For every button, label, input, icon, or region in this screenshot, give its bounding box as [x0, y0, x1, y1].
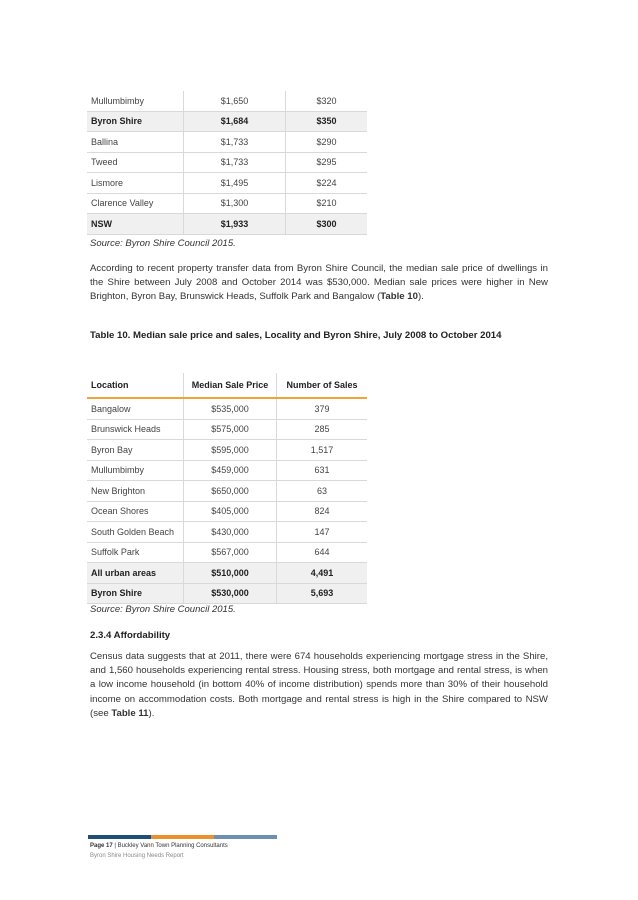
- cell-value-2: $290: [286, 132, 368, 153]
- cell-number-of-sales: 5,693: [277, 583, 368, 604]
- table-row: [87, 522, 367, 543]
- column-header-number-of-sales: Number of Sales: [277, 373, 368, 398]
- cell-number-of-sales: 379: [277, 398, 368, 419]
- table-row: [87, 398, 367, 419]
- table-row: [87, 152, 367, 173]
- cell-value-1: $1,300: [184, 193, 286, 214]
- cell-location: South Golden Beach: [87, 522, 184, 543]
- table-row: [87, 132, 367, 153]
- footer-company: Buckley Vann Town Planning Consultants: [117, 843, 228, 849]
- cell-location: Suffolk Park: [87, 542, 184, 563]
- cell-value-2: $295: [286, 152, 368, 173]
- cell-median-sale-price: $405,000: [184, 501, 277, 522]
- cell-median-sale-price: $567,000: [184, 542, 277, 563]
- cell-location: Byron Bay: [87, 440, 184, 461]
- cell-median-sale-price: $575,000: [184, 419, 277, 440]
- cell-location: All urban areas: [87, 563, 184, 584]
- table10-caption: Table 10. Median sale price and sales, Locality and Byron Shire, July 2008 to October 2014: [90, 330, 502, 341]
- cell-value-2: $350: [286, 111, 368, 132]
- cell-number-of-sales: 285: [277, 419, 368, 440]
- table-row: [87, 193, 367, 214]
- page-number: Page 17: [90, 843, 113, 849]
- cell-location: Ballina: [87, 132, 184, 153]
- cell-number-of-sales: 147: [277, 522, 368, 543]
- cell-number-of-sales: 63: [277, 481, 368, 502]
- table-row: [87, 440, 367, 461]
- cell-location: Mullumbimby: [87, 91, 184, 111]
- cell-location: Lismore: [87, 173, 184, 194]
- cell-location: Brunswick Heads: [87, 419, 184, 440]
- table-row: [87, 563, 367, 584]
- cell-location: Tweed: [87, 152, 184, 173]
- table-row: [87, 419, 367, 440]
- cell-value-1: $1,933: [184, 214, 286, 235]
- cell-value-1: $1,495: [184, 173, 286, 194]
- table-row: [87, 542, 367, 563]
- section-heading-affordability: 2.3.4 Affordability: [90, 630, 171, 641]
- cell-value-2: $300: [286, 214, 368, 235]
- cell-location: Ocean Shores: [87, 501, 184, 522]
- cell-median-sale-price: $650,000: [184, 481, 277, 502]
- cell-location: Clarence Valley: [87, 193, 184, 214]
- table-10-reference: Table 10: [380, 291, 418, 303]
- cell-value-1: $1,733: [184, 132, 286, 153]
- column-header-location: Location: [87, 373, 184, 398]
- table-row: [87, 583, 367, 604]
- median-sale-price-table: [87, 373, 367, 604]
- table10-source: Source: Byron Shire Council 2015.: [90, 604, 236, 615]
- footer-page-line: Page 17 | Buckley Vann Town Planning Consultants: [90, 843, 228, 849]
- cell-value-1: $1,650: [184, 91, 286, 111]
- cell-location: Bangalow: [87, 398, 184, 419]
- cell-location: Mullumbimby: [87, 460, 184, 481]
- footer-report-title: Byron Shire Housing Needs Report: [90, 853, 184, 859]
- cell-number-of-sales: 824: [277, 501, 368, 522]
- footer-bar-navy: [88, 835, 151, 839]
- cell-location: Byron Shire: [87, 583, 184, 604]
- cell-location: Byron Shire: [87, 111, 184, 132]
- cell-location: NSW: [87, 214, 184, 235]
- table-row: [87, 501, 367, 522]
- cell-number-of-sales: 4,491: [277, 563, 368, 584]
- cell-number-of-sales: 631: [277, 460, 368, 481]
- table9-source: Source: Byron Shire Council 2015.: [90, 238, 236, 249]
- cell-value-2: $224: [286, 173, 368, 194]
- cell-value-2: $210: [286, 193, 368, 214]
- cell-median-sale-price: $430,000: [184, 522, 277, 543]
- rent-prices-table: [87, 91, 367, 235]
- table-row: [87, 214, 367, 235]
- table-row: [87, 173, 367, 194]
- cell-median-sale-price: $459,000: [184, 460, 277, 481]
- footer-bar-slate: [214, 835, 277, 839]
- table-11-reference: Table 11: [111, 707, 149, 719]
- cell-value-1: $1,684: [184, 111, 286, 132]
- table-row: [87, 111, 367, 132]
- cell-median-sale-price: $510,000: [184, 563, 277, 584]
- footer-bar-orange: [151, 835, 214, 839]
- cell-location: New Brighton: [87, 481, 184, 502]
- cell-number-of-sales: 644: [277, 542, 368, 563]
- cell-value-1: $1,733: [184, 152, 286, 173]
- table-row: [87, 481, 367, 502]
- affordability-paragraph: Census data suggests that at 2011, there were 674 households experiencing mortgage stress in the Shire, and 1,560 households experiencing rental stress. Housing stress, both mortgage and rental stress, is when a low income household (in bottom 40% of income distribution) spends more than 30% of their household income on accommodation costs. Both mortgage and rental stress is high in the Shire compared to NSW (see Table 11).: [90, 651, 548, 719]
- column-header-median-sale-price: Median Sale Price: [184, 373, 277, 398]
- table-row: [87, 91, 367, 111]
- cell-median-sale-price: $595,000: [184, 440, 277, 461]
- sale-price-paragraph: According to recent property transfer data from Byron Shire Council, the median sale price of dwellings in the Shire between July 2008 and October 2014 was $530,000. Median sale prices were higher in New Brighton, Byron Bay, Brunswick Heads, Suffolk Park and Bangalow (Table 10).: [90, 263, 548, 303]
- table-row: [87, 460, 367, 481]
- cell-number-of-sales: 1,517: [277, 440, 368, 461]
- cell-median-sale-price: $530,000: [184, 583, 277, 604]
- cell-median-sale-price: $535,000: [184, 398, 277, 419]
- cell-value-2: $320: [286, 91, 368, 111]
